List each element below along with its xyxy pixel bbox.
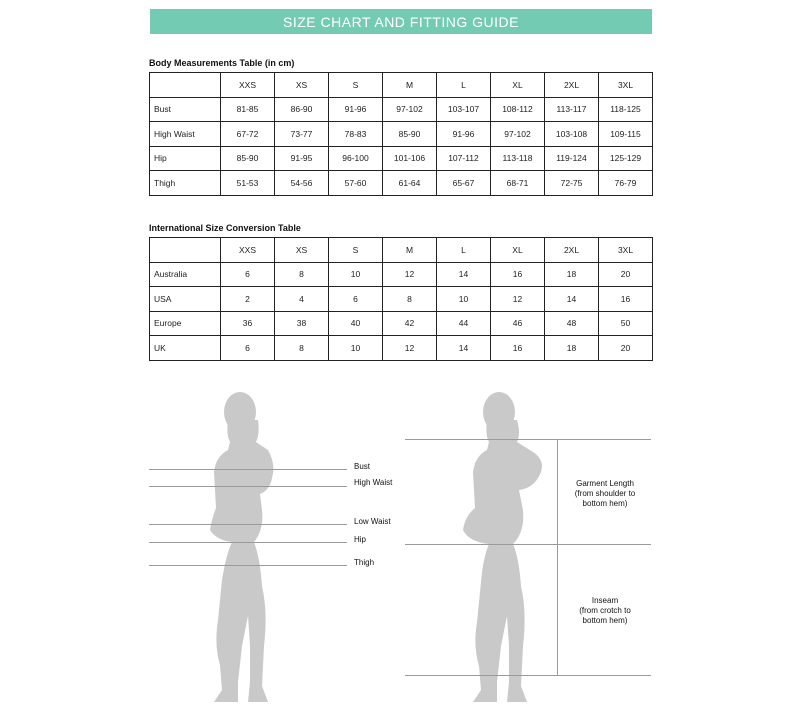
size-header-cell: L (437, 238, 491, 263)
value-cell: 12 (491, 287, 545, 312)
row-label-cell: UK (150, 336, 221, 361)
garment-length-title: Garment Length (576, 479, 634, 488)
size-header-cell: 3XL (599, 238, 653, 263)
corner-cell (150, 73, 221, 98)
crotch-line (405, 544, 651, 545)
value-cell: 97-102 (491, 122, 545, 147)
corner-cell (150, 238, 221, 263)
value-cell: 18 (545, 336, 599, 361)
value-cell: 103-108 (545, 122, 599, 147)
value-cell: 96-100 (329, 146, 383, 171)
value-cell: 10 (437, 287, 491, 312)
title-banner: SIZE CHART AND FITTING GUIDE (150, 9, 652, 34)
value-cell: 81-85 (221, 97, 275, 122)
value-cell: 113-118 (491, 146, 545, 171)
body-measurements-table (149, 72, 653, 196)
size-header-cell: M (383, 238, 437, 263)
value-cell: 14 (545, 287, 599, 312)
high-waist-label: High Waist (354, 478, 393, 487)
table-row (150, 146, 653, 171)
value-cell: 86-90 (275, 97, 329, 122)
value-cell: 85-90 (383, 122, 437, 147)
silhouette-left-icon (198, 390, 288, 706)
value-cell: 101-106 (383, 146, 437, 171)
row-label-cell: Hip (150, 146, 221, 171)
inseam-note-1: (from crotch to (579, 606, 631, 615)
shoulder-line (405, 439, 651, 440)
value-cell: 118-125 (599, 97, 653, 122)
value-cell: 125-129 (599, 146, 653, 171)
size-header-cell: XS (275, 73, 329, 98)
garment-length-note-2: bottom hem) (582, 499, 628, 508)
value-cell: 8 (383, 287, 437, 312)
table-row (150, 122, 653, 147)
silhouette-right-icon (455, 390, 555, 706)
value-cell: 76-79 (599, 171, 653, 196)
value-cell: 65-67 (437, 171, 491, 196)
low-waist-label: Low Waist (354, 517, 391, 526)
row-label-cell: USA (150, 287, 221, 312)
value-cell: 4 (275, 287, 329, 312)
value-cell: 10 (329, 336, 383, 361)
value-cell: 91-95 (275, 146, 329, 171)
value-cell: 48 (545, 311, 599, 336)
value-cell: 36 (221, 311, 275, 336)
value-cell: 16 (599, 287, 653, 312)
value-cell: 72-75 (545, 171, 599, 196)
bust-line (149, 469, 347, 470)
high-waist-line (149, 486, 347, 487)
value-cell: 103-107 (437, 97, 491, 122)
row-label-cell: High Waist (150, 122, 221, 147)
row-label-cell: Europe (150, 311, 221, 336)
size-header-cell: S (329, 238, 383, 263)
length-guide-line (557, 439, 558, 675)
value-cell: 113-117 (545, 97, 599, 122)
value-cell: 54-56 (275, 171, 329, 196)
size-header-cell: XL (491, 238, 545, 263)
value-cell: 68-71 (491, 171, 545, 196)
value-cell: 16 (491, 262, 545, 287)
hip-line (149, 542, 347, 543)
value-cell: 108-112 (491, 97, 545, 122)
hip-label: Hip (354, 535, 367, 544)
value-cell: 67-72 (221, 122, 275, 147)
value-cell: 8 (275, 336, 329, 361)
bust-label: Bust (354, 462, 371, 471)
hem-line (405, 675, 651, 676)
row-label-cell: Thigh (150, 171, 221, 196)
garment-length-label (563, 479, 647, 509)
value-cell: 73-77 (275, 122, 329, 147)
value-cell: 20 (599, 336, 653, 361)
body-table-title: Body Measurements Table (in cm) (149, 58, 295, 68)
size-header-cell: S (329, 73, 383, 98)
value-cell: 10 (329, 262, 383, 287)
value-cell: 12 (383, 262, 437, 287)
garment-length-note-1: (from shoulder to (574, 489, 636, 498)
row-label-cell: Bust (150, 97, 221, 122)
table-row (150, 336, 653, 361)
value-cell: 42 (383, 311, 437, 336)
inseam-label (563, 596, 647, 626)
value-cell: 44 (437, 311, 491, 336)
size-header-cell: L (437, 73, 491, 98)
value-cell: 18 (545, 262, 599, 287)
value-cell: 50 (599, 311, 653, 336)
low-waist-line (149, 524, 347, 525)
table-row (150, 287, 653, 312)
value-cell: 91-96 (329, 97, 383, 122)
value-cell: 6 (329, 287, 383, 312)
value-cell: 2 (221, 287, 275, 312)
size-header-cell: XXS (221, 73, 275, 98)
size-header-cell: 3XL (599, 73, 653, 98)
value-cell: 119-124 (545, 146, 599, 171)
value-cell: 51-53 (221, 171, 275, 196)
inseam-title: Inseam (591, 596, 619, 605)
value-cell: 57-60 (329, 171, 383, 196)
value-cell: 38 (275, 311, 329, 336)
value-cell: 91-96 (437, 122, 491, 147)
conversion-table-title: International Size Conversion Table (149, 223, 301, 233)
table-row (150, 262, 653, 287)
table-row (150, 171, 653, 196)
value-cell: 14 (437, 336, 491, 361)
value-cell: 61-64 (383, 171, 437, 196)
value-cell: 20 (599, 262, 653, 287)
row-label-cell: Australia (150, 262, 221, 287)
size-header-cell: XS (275, 238, 329, 263)
inseam-note-2: bottom hem) (582, 616, 628, 625)
value-cell: 6 (221, 262, 275, 287)
size-header-cell: M (383, 73, 437, 98)
size-header-cell: 2XL (545, 238, 599, 263)
table-row (150, 311, 653, 336)
size-header-cell: 2XL (545, 73, 599, 98)
thigh-line (149, 565, 347, 566)
value-cell: 8 (275, 262, 329, 287)
value-cell: 16 (491, 336, 545, 361)
size-conversion-table (149, 237, 653, 361)
table-row (150, 97, 653, 122)
value-cell: 6 (221, 336, 275, 361)
value-cell: 107-112 (437, 146, 491, 171)
size-header-cell: XL (491, 73, 545, 98)
value-cell: 12 (383, 336, 437, 361)
value-cell: 46 (491, 311, 545, 336)
value-cell: 40 (329, 311, 383, 336)
value-cell: 85-90 (221, 146, 275, 171)
size-header-cell: XXS (221, 238, 275, 263)
value-cell: 78-83 (329, 122, 383, 147)
value-cell: 97-102 (383, 97, 437, 122)
value-cell: 14 (437, 262, 491, 287)
value-cell: 109-115 (599, 122, 653, 147)
header-row (150, 73, 653, 98)
header-row (150, 238, 653, 263)
thigh-label: Thigh (354, 558, 375, 567)
